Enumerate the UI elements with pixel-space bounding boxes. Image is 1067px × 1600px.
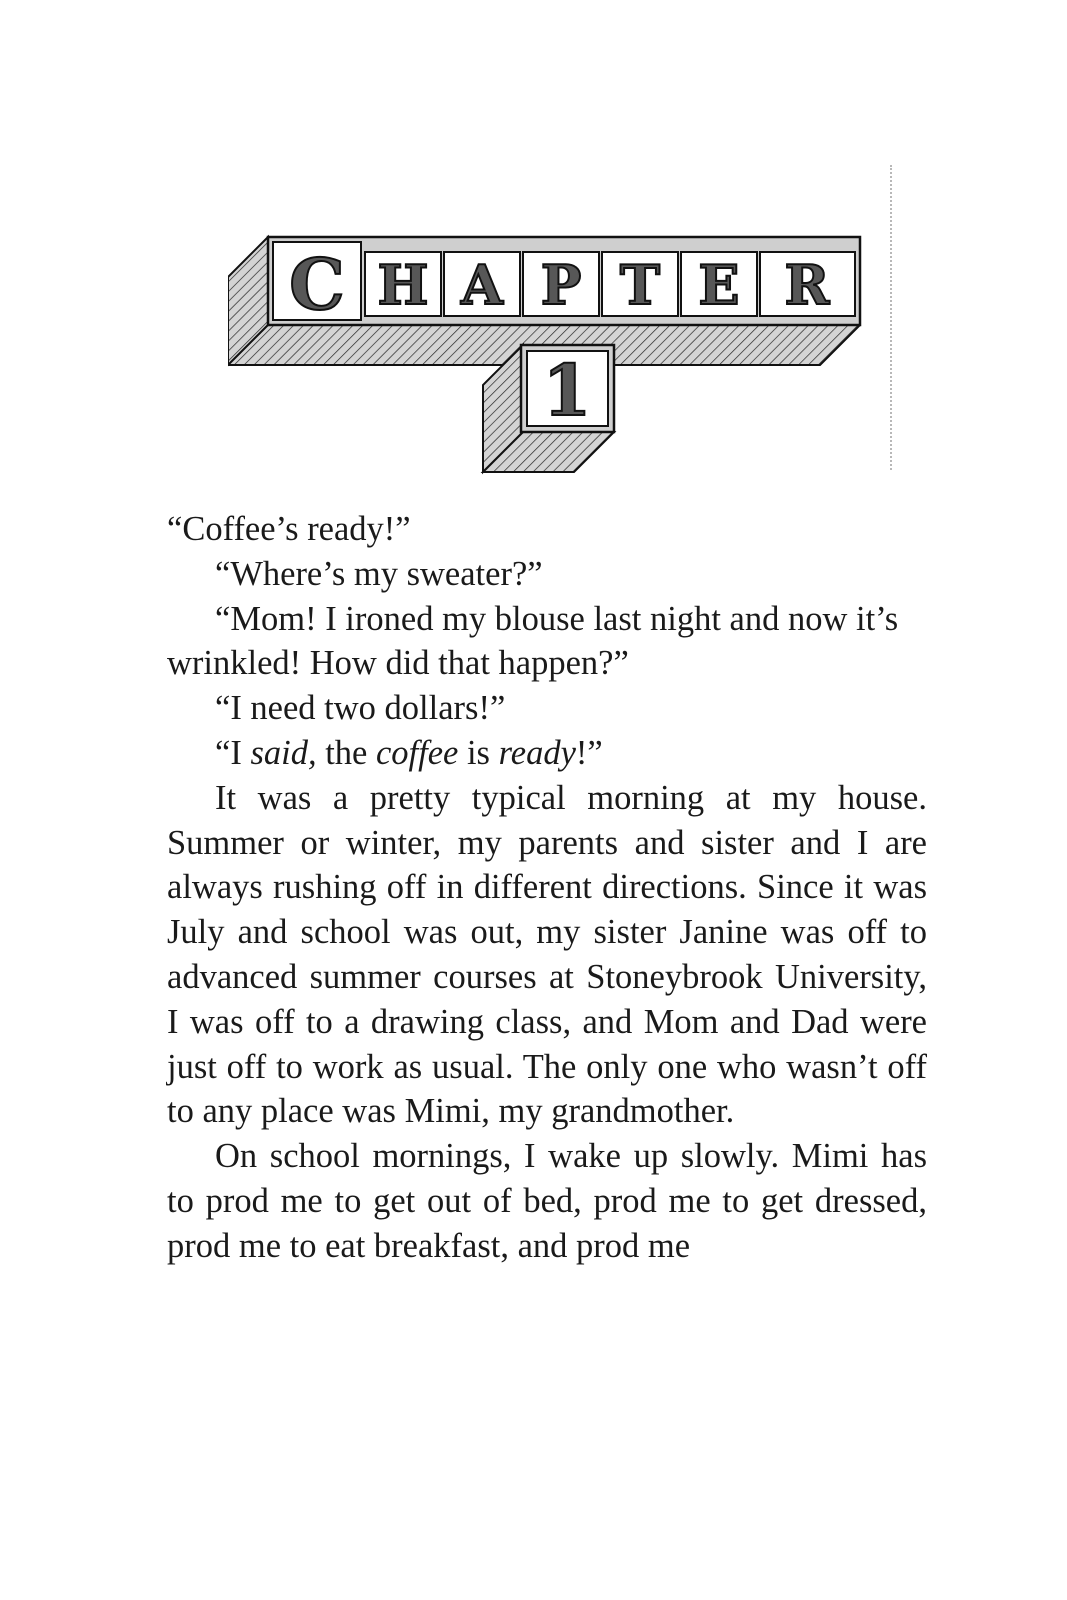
narrative-paragraph: It was a pretty typical morning at my house. Summer or winter, my parents and sister and I are always rushing off in different directions. Since it was July and school was out, my sister Janine was off to advanced summer courses at Stoneybrook University, I was off to a drawing class, and Mom and Dad were just off to work as usual. The only one who wasn’t off to any place was Mimi, my grandmother. — [167, 778, 927, 1131]
chapter-letter-a: A — [461, 253, 503, 317]
dialogue-text: !” — [575, 733, 603, 772]
chapter-heading — [228, 232, 868, 477]
dialogue-line: “I need two dollars!” — [215, 689, 506, 728]
dialogue-line — [167, 731, 927, 776]
emphasis-said: said, — [250, 733, 317, 772]
dialogue-text: “I — [215, 733, 251, 772]
chapter-letter-h: H — [377, 253, 429, 317]
narrative-paragraph: On school mornings, I wake up slowly. Mimi has to prod me to get out of bed, prod me to get dressed, prod me to eat breakfast, and prod me — [167, 1137, 927, 1265]
dialogue-text: the — [316, 733, 376, 772]
chapter-letter-p: P — [540, 253, 582, 317]
chapter-letter-c: C — [289, 243, 345, 326]
emphasis-ready: ready — [498, 733, 576, 772]
dialogue-text: is — [458, 733, 499, 772]
chapter-number: 1 — [542, 349, 592, 432]
dialogue-line: “Coffee’s ready!” — [167, 510, 411, 548]
dialogue-line: “Mom! I ironed my blouse last night and now it’s wrinkled! How did that happen?” — [167, 599, 899, 683]
page-edge-dotted-line — [890, 165, 892, 470]
dialogue-line: “Where’s my sweater?” — [215, 554, 543, 593]
emphasis-coffee: coffee — [375, 733, 459, 772]
chapter-body-text — [167, 507, 927, 1269]
chapter-letter-t: T — [619, 253, 661, 317]
chapter-letter-e: E — [698, 253, 740, 317]
chapter-letter-r: R — [784, 253, 830, 317]
